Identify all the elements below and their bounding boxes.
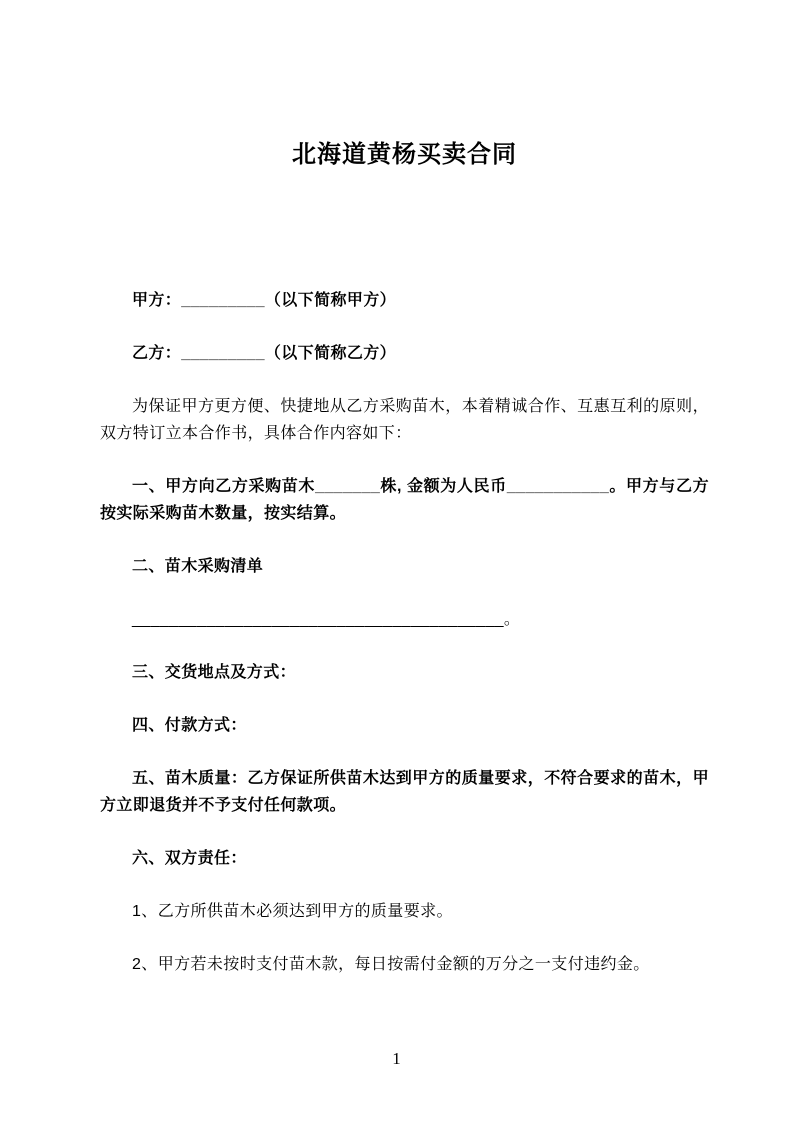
clause-3-delivery: 三、交货地点及方式： [132, 664, 297, 681]
party-a-line: 甲方：_________（以下简称甲方） [132, 292, 397, 309]
clause-1-purchase: 一、甲方向乙方采购苗木_______株, 金额为人民币___________。甲方与乙方按实际采购苗木数量，按实结算。 [100, 478, 709, 522]
page-number: 1 [392, 1049, 401, 1068]
clause-6-responsibilities-heading: 六、双方责任： [132, 850, 247, 867]
clause-4-payment: 四、付款方式： [132, 717, 247, 734]
clause-5-quality: 五、苗木质量：乙方保证所供苗木达到甲方的质量要求，不符合要求的苗木，甲方立即退货并不予支付任何款项。 [100, 770, 709, 814]
document-title: 北海道黄杨买卖合同 [292, 141, 517, 168]
clause-2-purchase-list-heading: 二、苗木采购清单 [132, 558, 264, 575]
party-b-line: 乙方：_________（以下简称乙方） [132, 345, 397, 362]
responsibility-item-2: 2、甲方若未按时支付苗木款，每日按需付金额的万分之一支付违约金。 [132, 956, 650, 973]
preamble-paragraph: 为保证甲方更方便、快捷地从乙方采购苗木，本着精诚合作、互惠互利的原则，双方特订立本合作书，具体合作内容如下： [100, 398, 709, 442]
responsibility-item-1: 1、乙方所供苗木必须达到甲方的质量要求。 [132, 903, 453, 920]
blank-fill-line: ________________________________________。 [132, 611, 521, 628]
